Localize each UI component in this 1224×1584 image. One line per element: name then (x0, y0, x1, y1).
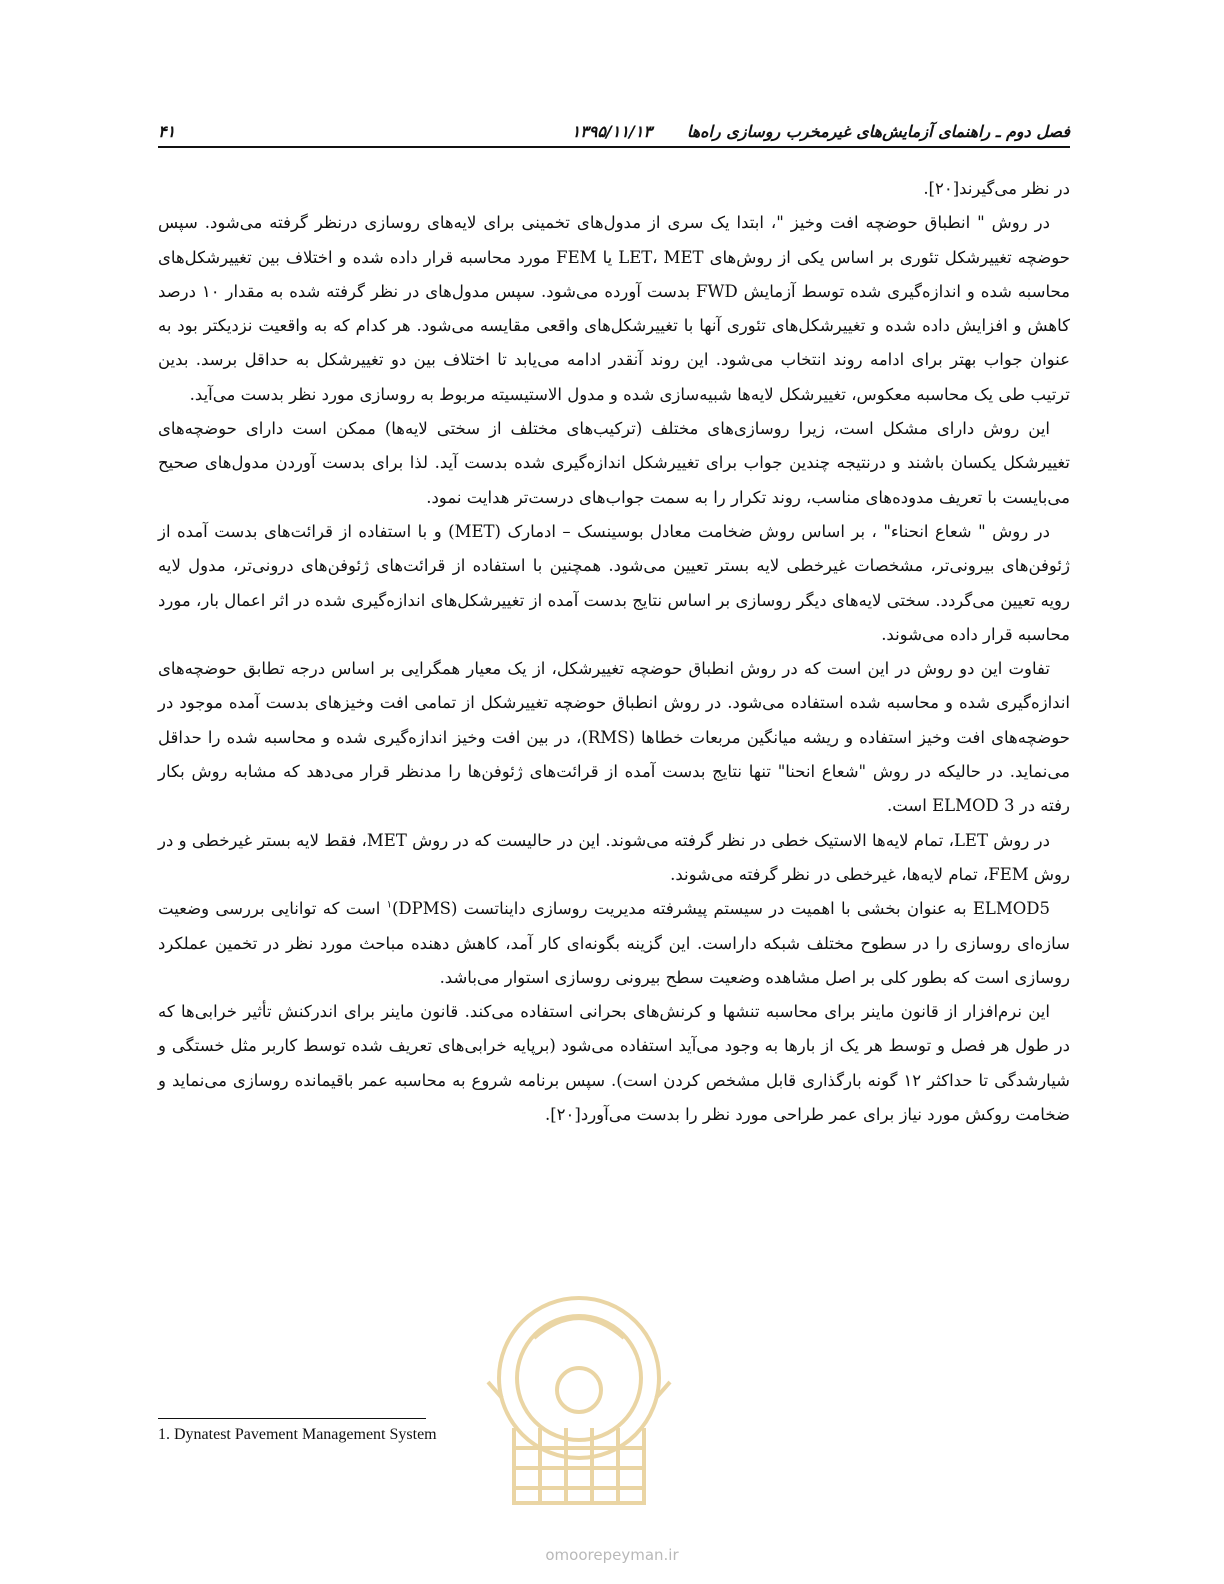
paragraph-7 (158, 892, 1070, 995)
watermark-seal-icon (474, 1278, 684, 1518)
page-number: ۴۱ (158, 122, 176, 141)
paragraph-2: در روش " انطباق حوضچه افت وخیز "، ابتدا یک سری از مدول‌های تخمینی برای لایه‌های روسازی درنظر گرفته می‌شود. سپس حوضچه تغییرشکل تئوری بر اساس یکی از روش‌های LET، MET یا FEM مورد محاسبه قرار داده شده و اختلاف بین تغییرشکل‌های محاسبه شده و اندازه‌گیری شده توسط آزمایش FWD بدست آورده می‌شود. سپس مدول‌های در نظر گرفته شده به مقدار ۱۰ درصد کاهش و افزایش داده شده و تغییرشکل‌های تئوری آنها با تغییرشکل‌های واقعی مقایسه می‌شود. هر کدام که به واقعیت نزدیکتر بود به عنوان جواب بهتر برای ادامه روند انتخاب می‌شود. این روند آنقدر ادامه می‌یابد تا اختلاف بین دو تغییرشکل به حداقل برسد. بدین ترتیب طی یک محاسبه معکوس، تغییرشکل لایه‌ها شبیه‌سازی شده و مدول الاستیسیته مربوط به روسازی مورد نظر بدست می‌آید. (158, 213, 1071, 404)
chapter-title: فصل دوم ـ راهنمای آزمایش‌های غیرمخرب روسازی راه‌ها (686, 122, 1070, 141)
watermark-url: omoorepeyman.ir (545, 1546, 679, 1564)
header-rule (158, 146, 1070, 148)
running-header (158, 118, 1070, 148)
header-date: ۱۳۹۵/۱۱/۱۳ (571, 122, 652, 141)
paragraph-4: در روش " شعاع انحناء" ، بر اساس روش ضخامت معادل بوسینسک – ادمارک (MET) و با استفاده از قرائت‌های بدست آمده از ژئوفن‌های بیرونی‌تر، مشخصات غیرخطی لایه بستر تعیین می‌شود. همچنین با استفاده از قرائت‌های ژئوفن‌های درونی‌تر، مدول لایه رویه تعیین می‌گردد. سختی لایه‌های دیگر روسازی بر اساس نتایج بدست آمده از تغییرشکل‌های اندازه‌گیری شده در اثر اعمال بار، مورد محاسبه قرار داده می‌شوند. (158, 521, 1070, 644)
paragraph-1: در نظر می‌گیرند[۲۰]. (923, 179, 1070, 198)
footnote-reference[interactable]: ۱ (386, 899, 392, 911)
elmod-text-start: ELMOD5 به عنوان بخشی با اهمیت در سیستم پیشرفته مدیریت روسازی دایناتست (DPMS) (391, 899, 1050, 919)
footnote-rule (158, 1418, 426, 1419)
paragraph-3: این روش دارای مشکل است، زیرا روسازی‌های مختلف (ترکیب‌های مختلف از سختی لایه‌ها) ممکن است دارای حوضچه‌های تغییرشکل یکسان باشند و درنتیجه چندین جواب برای تغییرشکل اندازه‌گیری شده بدست آید. لذا برای بدست آوردن مدول‌های صحیح می‌بایست با تعریف مدوده‌های مناسب، روند تکرار را به سمت جواب‌های درست‌تر هدایت نمود. (158, 419, 1070, 507)
footnote: 1. Dynatest Pavement Management System (158, 1426, 437, 1443)
body-text (158, 172, 1070, 1132)
paragraph-5: تفاوت این دو روش در این است که در روش انطباق حوضچه تغییرشکل، از یک معیار همگرایی بر اساس درجه تطابق حوضچه‌های اندازه‌گیری شده و محاسبه شده استفاده می‌شود. در روش انطباق حوضچه تغییرشکل از تمامی افت وخیزهای بدست آمده موجود در حوضچه‌های افت وخیز استفاده و ریشه میانگین مربعات خطاها (RMS)، در بین افت وخیز اندازه‌گیری شده و محاسبه شده را حداقل می‌نماید. در حالیکه در روش "شعاع انحنا" تنها نتایج بدست آمده از قرائت‌های ژئوفن‌ها را مدنظر قرار می‌دهد که مشابه روش بکار رفته در ELMOD 3 است. (158, 659, 1070, 816)
elmod-text-end: است که توانایی بررسی وضعیت سازه‌ای روسازی را در سطوح مختلف شبکه داراست. این گزینه بگونه‌ای کار آمد، کاهش دهنده مباحث مورد نظر در تخمین عملکرد روسازی است که بطور کلی بر اصل مشاهده وضعیت سطح بیرونی روسازی استوار می‌باشد. (158, 899, 1070, 987)
paragraph-6: در روش LET، تمام لایه‌ها الاستیک خطی در نظر گرفته می‌شوند. این در حالیست که در روش MET، فقط لایه بستر غیرخطی و در روش FEM، تمام لایه‌ها، غیرخطی در نظر گرفته می‌شوند. (158, 830, 1070, 884)
paragraph-8: این نرم‌افزار از قانون ماینر برای محاسبه تنشها و کرنش‌های بحرانی استفاده می‌کند. قانون ماینر برای اندرکنش تأثیر خرابی‌ها که در طول هر فصل و توسط هر یک از بارها به وجود می‌آید استفاده می‌شود (برپایه خرابی‌های تعریف شده توسط کاربر مثل خستگی و شیارشدگی تا حداکثر ۱۲ گونه بارگذاری قابل مشخص کردن است). سپس برنامه شروع به محاسبه عمر باقیمانده روسازی می‌نماید و ضخامت روکش مورد نیاز برای عمر طراحی مورد نظر را بدست می‌آورد[۲۰]. (158, 1002, 1070, 1125)
